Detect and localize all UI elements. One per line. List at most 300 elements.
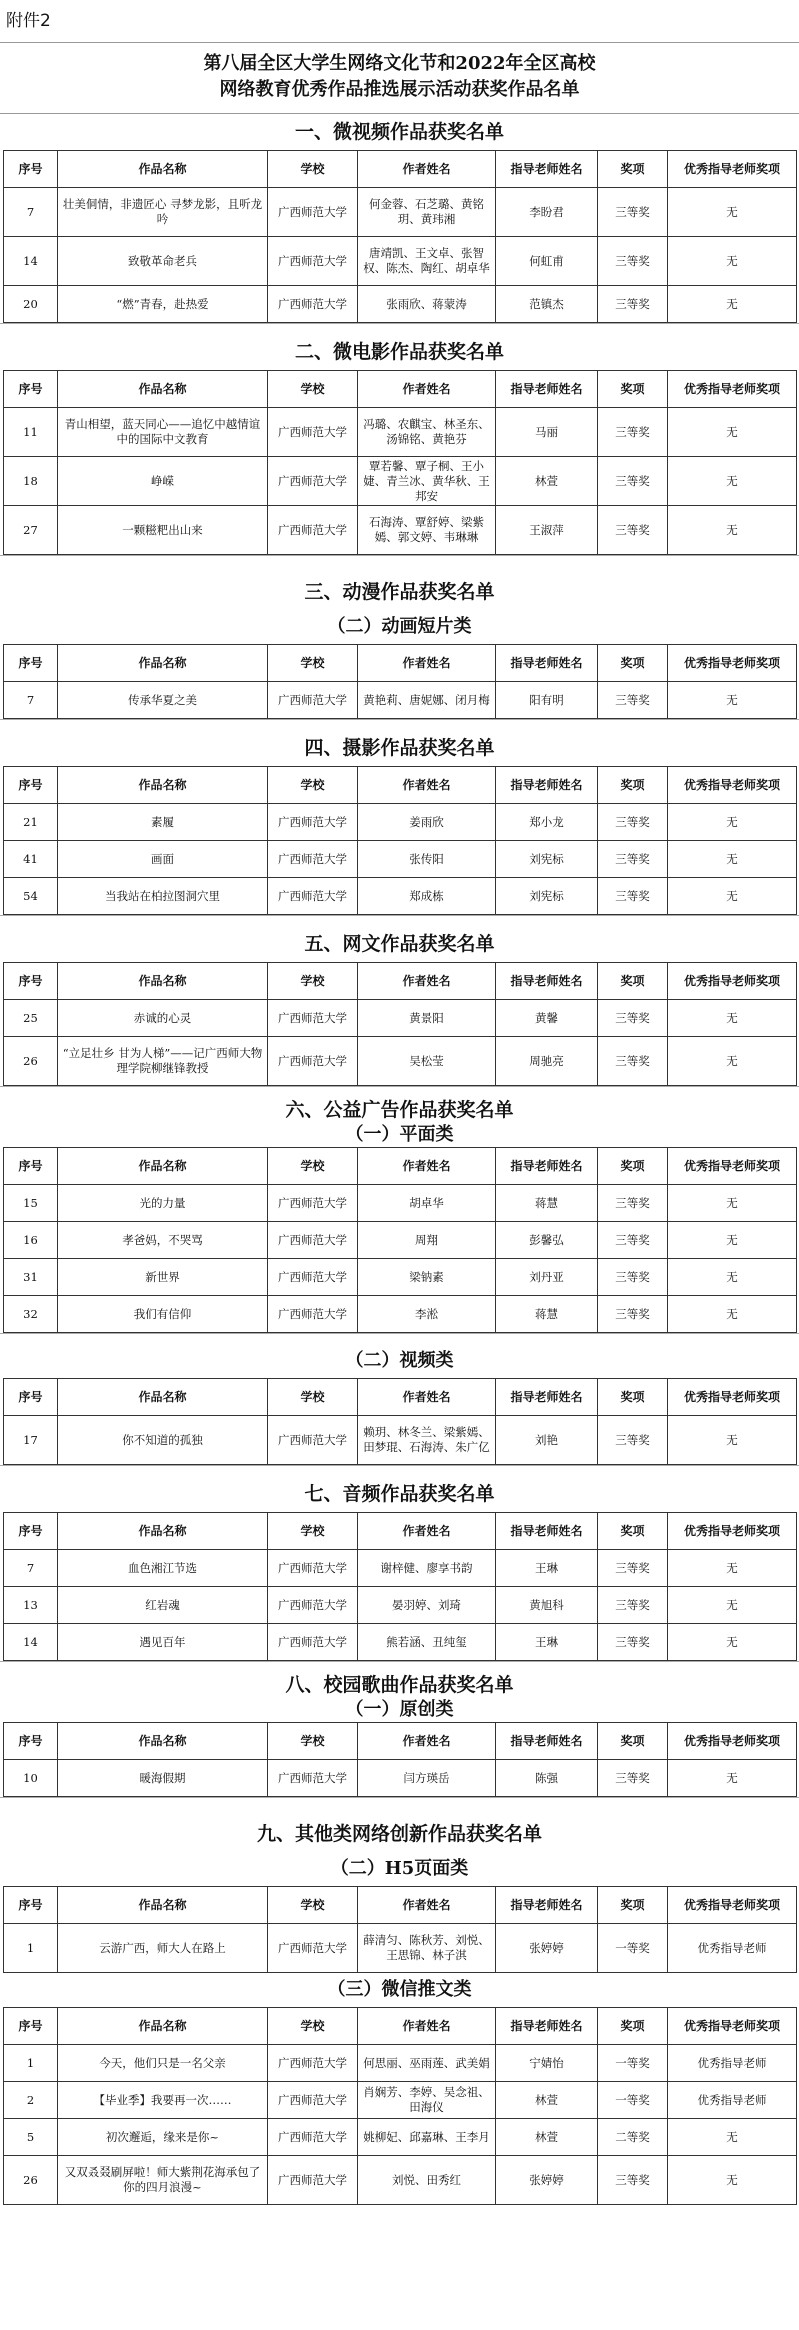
header-work-name: 作品名称 [58,2008,268,2045]
header-work-name: 作品名称 [58,1723,268,1760]
section-subtitle: （一）平面类 [345,1124,454,1145]
cell-no: 18 [4,457,58,506]
cell-award: 一等奖 [598,2082,668,2119]
cell-authors: 张雨欣、蒋蒙涛 [358,286,496,323]
cell-work-name: 暖海假期 [58,1760,268,1797]
cell-no: 14 [4,1624,58,1661]
header-school: 学校 [268,151,358,188]
header-authors: 作者姓名 [358,371,496,408]
cell-work-name: 【毕业季】我要再一次…… [58,2082,268,2119]
cell-work-name: 赤诚的心灵 [58,1000,268,1037]
header-mentor-award: 优秀指导老师奖项 [668,1379,797,1416]
section-subtitle: （二）动画短片类 [327,616,472,637]
section-title: 八、校园歌曲作品获奖名单 [285,1674,514,1696]
page-title [0,43,799,114]
section-divider [0,1797,799,1816]
header-mentor-award: 优秀指导老师奖项 [668,963,797,1000]
cell-work-name: 青山相望，蓝天同心——追忆中越情谊中的国际中文教育 [58,408,268,457]
cell-authors: 薛清匀、陈秋芳、刘悦、王思锦、林子淇 [358,1924,496,1973]
table-header-row [4,963,797,1000]
cell-work-name: 一颗糍粑出山来 [58,506,268,555]
cell-no: 10 [4,1760,58,1797]
cell-mentor-award: 优秀指导老师 [668,2082,797,2119]
cell-teacher: 张婷婷 [496,1924,598,1973]
cell-authors: 何金蓉、石芝璐、黄铭玥、黄玮湘 [358,188,496,237]
cell-work-name: 遇见百年 [58,1624,268,1661]
cell-work-name: 孝爸妈，不哭骂 [58,1222,268,1259]
header-school: 学校 [268,1379,358,1416]
table-row [4,408,797,457]
cell-teacher: 阳有明 [496,682,598,719]
table-row [4,2156,797,2205]
header-school: 学校 [268,645,358,682]
award-table [3,370,797,555]
award-table [3,1378,797,1465]
table-row [4,1624,797,1661]
header-mentor-award: 优秀指导老师奖项 [668,767,797,804]
table-header-row [4,2008,797,2045]
table-header-row [4,151,797,188]
cell-mentor-award: 无 [668,1760,797,1797]
cell-work-name: 当我站在柏拉图洞穴里 [58,878,268,915]
table-header-row [4,767,797,804]
table-row [4,1259,797,1296]
header-authors: 作者姓名 [358,1513,496,1550]
header-mentor-award: 优秀指导老师奖项 [668,371,797,408]
attachment-label: 附件2 [0,0,799,43]
section-subtitle: （二）H5页面类 [330,1858,469,1879]
cell-school: 广西师范大学 [268,2119,358,2156]
header-no: 序号 [4,767,58,804]
cell-award: 二等奖 [598,2119,668,2156]
table-row [4,682,797,719]
cell-no: 13 [4,1587,58,1624]
table-header-row [4,1723,797,1760]
cell-no: 41 [4,841,58,878]
cell-school: 广西师范大学 [268,1416,358,1465]
cell-mentor-award: 无 [668,188,797,237]
header-school: 学校 [268,963,358,1000]
header-school: 学校 [268,1148,358,1185]
cell-school: 广西师范大学 [268,804,358,841]
section-divider [0,323,799,334]
table-row [4,878,797,915]
section-divider [0,555,799,574]
cell-no: 27 [4,506,58,555]
header-award: 奖项 [598,963,668,1000]
cell-mentor-award: 无 [668,237,797,286]
header-award: 奖项 [598,151,668,188]
header-award: 奖项 [598,1379,668,1416]
cell-school: 广西师范大学 [268,1587,358,1624]
cell-teacher: 何虹甫 [496,237,598,286]
cell-mentor-award: 无 [668,2119,797,2156]
table-row [4,506,797,555]
header-teacher: 指导老师姓名 [496,1513,598,1550]
cell-no: 7 [4,188,58,237]
cell-school: 广西师范大学 [268,1185,358,1222]
cell-mentor-award: 无 [668,1550,797,1587]
cell-no: 15 [4,1185,58,1222]
header-no: 序号 [4,1723,58,1760]
cell-school: 广西师范大学 [268,408,358,457]
cell-award: 三等奖 [598,408,668,457]
cell-no: 26 [4,2156,58,2205]
cell-school: 广西师范大学 [268,2082,358,2119]
header-mentor-award: 优秀指导老师奖项 [668,1148,797,1185]
cell-authors: 赖玥、林冬兰、梁紫嫣、田梦琨、石海涛、朱广亿 [358,1416,496,1465]
header-teacher: 指导老师姓名 [496,1887,598,1924]
section-title: 一、微视频作品获奖名单 [294,121,504,143]
cell-no: 14 [4,237,58,286]
header-no: 序号 [4,371,58,408]
table-header-row [4,645,797,682]
cell-award: 三等奖 [598,1624,668,1661]
cell-school: 广西师范大学 [268,878,358,915]
cell-authors: 覃若馨、覃子桐、王小婕、青兰冰、黄华秋、王邦安 [358,457,496,506]
table-row [4,2119,797,2156]
cell-no: 2 [4,2082,58,2119]
cell-mentor-award: 无 [668,286,797,323]
table-row [4,1760,797,1797]
cell-authors: 梁钠素 [358,1259,496,1296]
cell-school: 广西师范大学 [268,286,358,323]
cell-award: 三等奖 [598,237,668,286]
cell-no: 20 [4,286,58,323]
cell-award: 三等奖 [598,2156,668,2205]
cell-no: 25 [4,1000,58,1037]
cell-award: 三等奖 [598,841,668,878]
header-teacher: 指导老师姓名 [496,1379,598,1416]
cell-teacher: 李盼君 [496,188,598,237]
header-authors: 作者姓名 [358,1379,496,1416]
section-title: 七、音频作品获奖名单 [304,1483,495,1505]
cell-school: 广西师范大学 [268,1296,358,1333]
header-work-name: 作品名称 [58,1379,268,1416]
cell-teacher: 马丽 [496,408,598,457]
section-title: 三、动漫作品获奖名单 [304,581,495,603]
cell-work-name: 红岩魂 [58,1587,268,1624]
cell-mentor-award: 无 [668,457,797,506]
cell-school: 广西师范大学 [268,682,358,719]
cell-award: 三等奖 [598,1000,668,1037]
table-row [4,188,797,237]
cell-school: 广西师范大学 [268,841,358,878]
header-teacher: 指导老师姓名 [496,1723,598,1760]
cell-work-name: 血色湘江节选 [58,1550,268,1587]
header-authors: 作者姓名 [358,2008,496,2045]
table-header-row [4,1148,797,1185]
header-award: 奖项 [598,1723,668,1760]
header-no: 序号 [4,963,58,1000]
header-school: 学校 [268,767,358,804]
cell-teacher: 林萱 [496,2119,598,2156]
cell-no: 7 [4,682,58,719]
header-teacher: 指导老师姓名 [496,371,598,408]
cell-teacher: 郑小龙 [496,804,598,841]
cell-mentor-award: 无 [668,1587,797,1624]
header-work-name: 作品名称 [58,371,268,408]
table-header-row [4,1513,797,1550]
section-title: 九、其他类网络创新作品获奖名单 [256,1823,542,1845]
table-row [4,1222,797,1259]
cell-award: 三等奖 [598,1296,668,1333]
header-teacher: 指导老师姓名 [496,1148,598,1185]
cell-work-name: 光的力量 [58,1185,268,1222]
header-award: 奖项 [598,371,668,408]
cell-teacher: 王琳 [496,1550,598,1587]
header-school: 学校 [268,1513,358,1550]
table-row [4,1296,797,1333]
section-subtitle: （一）原创类 [345,1699,454,1720]
cell-mentor-award: 无 [668,1416,797,1465]
cell-mentor-award: 无 [668,2156,797,2205]
header-school: 学校 [268,1887,358,1924]
header-teacher: 指导老师姓名 [496,963,598,1000]
header-no: 序号 [4,1513,58,1550]
cell-award: 三等奖 [598,1587,668,1624]
cell-no: 1 [4,2045,58,2082]
section-subtitle: （三）微信推文类 [327,1979,472,2000]
cell-teacher: 刘宪标 [496,878,598,915]
header-work-name: 作品名称 [58,1513,268,1550]
section-title: 四、摄影作品获奖名单 [304,737,495,759]
award-table [3,644,797,719]
table-row [4,1924,797,1973]
table-row [4,1587,797,1624]
cell-school: 广西师范大学 [268,2045,358,2082]
cell-school: 广西师范大学 [268,1000,358,1037]
cell-award: 三等奖 [598,1760,668,1797]
cell-no: 32 [4,1296,58,1333]
cell-teacher: 刘丹亚 [496,1259,598,1296]
table-row [4,457,797,506]
award-table [3,2007,797,2205]
section-subtitle: （二）视频类 [345,1350,454,1371]
cell-mentor-award: 无 [668,1259,797,1296]
cell-school: 广西师范大学 [268,2156,358,2205]
header-award: 奖项 [598,1148,668,1185]
cell-teacher: 蒋慧 [496,1185,598,1222]
award-table [3,1886,797,1973]
header-work-name: 作品名称 [58,767,268,804]
cell-work-name: 致敬革命老兵 [58,237,268,286]
cell-authors: 肖娴芳、李婷、吴念祖、田海仪 [358,2082,496,2119]
table-row [4,1000,797,1037]
header-authors: 作者姓名 [358,963,496,1000]
header-work-name: 作品名称 [58,645,268,682]
page-title-line1: 第八届全区大学生网络文化节和2022年全区高校 [203,53,596,74]
header-school: 学校 [268,2008,358,2045]
cell-no: 16 [4,1222,58,1259]
cell-school: 广西师范大学 [268,1924,358,1973]
cell-school: 广西师范大学 [268,1037,358,1086]
cell-teacher: 张婷婷 [496,2156,598,2205]
cell-work-name: 画面 [58,841,268,878]
header-authors: 作者姓名 [358,151,496,188]
cell-no: 31 [4,1259,58,1296]
table-row [4,804,797,841]
header-teacher: 指导老师姓名 [496,2008,598,2045]
cell-mentor-award: 无 [668,682,797,719]
header-no: 序号 [4,2008,58,2045]
header-no: 序号 [4,151,58,188]
section-title: 六、公益广告作品获奖名单 [285,1099,514,1121]
cell-authors: 闫方瑛岳 [358,1760,496,1797]
cell-work-name: 峥嵘 [58,457,268,506]
cell-school: 广西师范大学 [268,188,358,237]
table-row [4,1416,797,1465]
cell-work-name: 云游广西，师大人在路上 [58,1924,268,1973]
cell-mentor-award: 无 [668,804,797,841]
cell-award: 三等奖 [598,506,668,555]
page-title-line2: 网络教育优秀作品推选展示活动获奖作品名单 [219,79,580,100]
cell-authors: 姜雨欣 [358,804,496,841]
header-work-name: 作品名称 [58,1887,268,1924]
header-mentor-award: 优秀指导老师奖项 [668,1887,797,1924]
cell-authors: 胡卓华 [358,1185,496,1222]
header-teacher: 指导老师姓名 [496,645,598,682]
table-row [4,1550,797,1587]
cell-authors: 谢梓健、廖享书韵 [358,1550,496,1587]
cell-mentor-award: 无 [668,841,797,878]
cell-teacher: 周驰亮 [496,1037,598,1086]
cell-work-name: 新世界 [58,1259,268,1296]
cell-teacher: 刘艳 [496,1416,598,1465]
table-row [4,2082,797,2119]
cell-authors: 姚柳妃、邱嘉琳、王李月 [358,2119,496,2156]
cell-no: 11 [4,408,58,457]
cell-authors: 黄景阳 [358,1000,496,1037]
cell-teacher: 王琳 [496,1624,598,1661]
header-authors: 作者姓名 [358,767,496,804]
header-no: 序号 [4,1379,58,1416]
cell-no: 26 [4,1037,58,1086]
cell-mentor-award: 无 [668,1296,797,1333]
header-award: 奖项 [598,645,668,682]
cell-teacher: 林萱 [496,457,598,506]
cell-teacher: 宁婧怡 [496,2045,598,2082]
cell-authors: 吴松莹 [358,1037,496,1086]
table-header-row [4,1887,797,1924]
cell-authors: 郑成栋 [358,878,496,915]
cell-teacher: 黄旭科 [496,1587,598,1624]
header-authors: 作者姓名 [358,645,496,682]
cell-mentor-award: 无 [668,506,797,555]
cell-authors: 李淞 [358,1296,496,1333]
cell-mentor-award: 无 [668,408,797,457]
table-row [4,1185,797,1222]
cell-award: 三等奖 [598,286,668,323]
section-divider [0,1465,799,1476]
cell-school: 广西师范大学 [268,506,358,555]
cell-no: 17 [4,1416,58,1465]
cell-school: 广西师范大学 [268,1222,358,1259]
table-header-row [4,1379,797,1416]
section-divider [0,1333,799,1344]
cell-authors: 黄艳莉、唐妮娜、闭月梅 [358,682,496,719]
cell-mentor-award: 无 [668,1185,797,1222]
cell-teacher: 刘宪标 [496,841,598,878]
cell-school: 广西师范大学 [268,1624,358,1661]
cell-work-name: 我们有信仰 [58,1296,268,1333]
header-work-name: 作品名称 [58,1148,268,1185]
award-table [3,1722,797,1797]
cell-award: 三等奖 [598,682,668,719]
cell-school: 广西师范大学 [268,1259,358,1296]
cell-work-name: 又双叒叕刷屏啦！师大紫荆花海承包了你的四月浪漫~ [58,2156,268,2205]
cell-no: 54 [4,878,58,915]
cell-award: 三等奖 [598,1185,668,1222]
cell-authors: 晏羽婷、刘琦 [358,1587,496,1624]
cell-mentor-award: 无 [668,1222,797,1259]
header-authors: 作者姓名 [358,1148,496,1185]
cell-school: 广西师范大学 [268,237,358,286]
cell-award: 三等奖 [598,1416,668,1465]
cell-award: 三等奖 [598,1037,668,1086]
cell-authors: 熊若涵、丑纯玺 [358,1624,496,1661]
header-mentor-award: 优秀指导老师奖项 [668,151,797,188]
cell-mentor-award: 无 [668,1624,797,1661]
header-school: 学校 [268,1723,358,1760]
cell-award: 三等奖 [598,457,668,506]
award-table [3,766,797,915]
cell-teacher: 彭馨弘 [496,1222,598,1259]
award-table [3,150,797,323]
cell-no: 1 [4,1924,58,1973]
section-divider [0,915,799,926]
cell-work-name: 今天，他们只是一名父亲 [58,2045,268,2082]
header-no: 序号 [4,1148,58,1185]
section-title: 二、微电影作品获奖名单 [294,341,504,363]
header-award: 奖项 [598,1887,668,1924]
table-row [4,2045,797,2082]
cell-award: 三等奖 [598,1222,668,1259]
header-teacher: 指导老师姓名 [496,767,598,804]
table-row [4,1037,797,1086]
cell-award: 三等奖 [598,804,668,841]
cell-mentor-award: 无 [668,1000,797,1037]
cell-work-name: 壮美侗情，非遗匠心 寻梦龙影，且听龙吟 [58,188,268,237]
cell-work-name: “立足壮乡 甘为人梯”——记广西师大物理学院柳继锋教授 [58,1037,268,1086]
cell-no: 21 [4,804,58,841]
cell-work-name: 初次邂逅，缘来是你~ [58,2119,268,2156]
cell-mentor-award: 无 [668,878,797,915]
header-mentor-award: 优秀指导老师奖项 [668,1723,797,1760]
header-mentor-award: 优秀指导老师奖项 [668,2008,797,2045]
header-award: 奖项 [598,2008,668,2045]
header-mentor-award: 优秀指导老师奖项 [668,645,797,682]
cell-mentor-award: 优秀指导老师 [668,2045,797,2082]
award-table [3,1512,797,1661]
header-mentor-award: 优秀指导老师奖项 [668,1513,797,1550]
header-work-name: 作品名称 [58,151,268,188]
cell-authors: 何思丽、巫雨莲、武美娟 [358,2045,496,2082]
cell-award: 三等奖 [598,1259,668,1296]
cell-authors: 冯璐、农麒宝、林圣东、汤锦铭、黄艳芬 [358,408,496,457]
cell-mentor-award: 优秀指导老师 [668,1924,797,1973]
header-work-name: 作品名称 [58,963,268,1000]
table-header-row [4,371,797,408]
header-teacher: 指导老师姓名 [496,151,598,188]
cell-award: 三等奖 [598,188,668,237]
cell-work-name: “燃”青春，赴热爱 [58,286,268,323]
header-school: 学校 [268,371,358,408]
cell-teacher: 王淑萍 [496,506,598,555]
section-title: 五、网文作品获奖名单 [304,933,495,955]
cell-award: 一等奖 [598,1924,668,1973]
cell-award: 三等奖 [598,1550,668,1587]
